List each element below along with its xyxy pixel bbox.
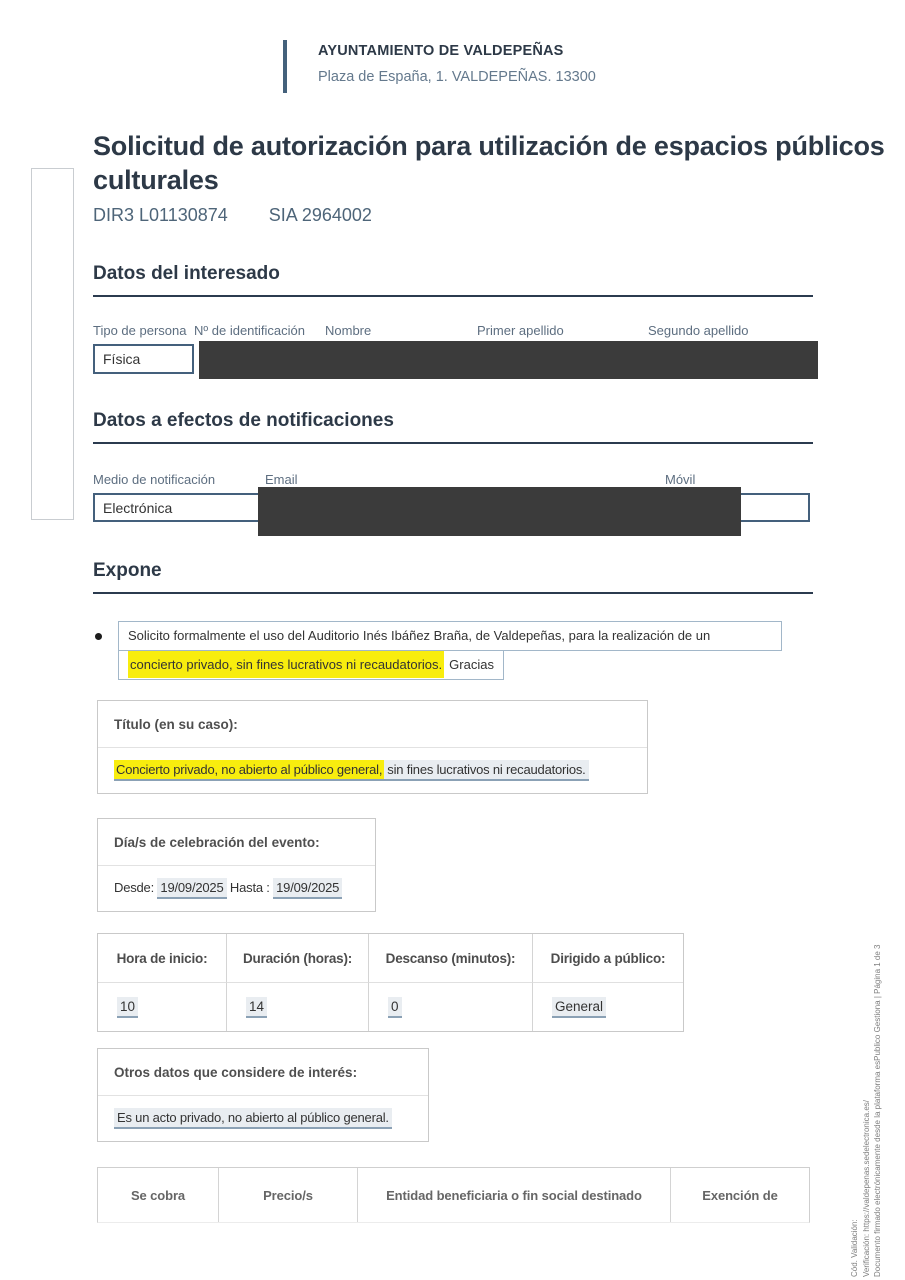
dias-value — [98, 866, 375, 911]
desde-value: 19/09/2025 — [157, 878, 226, 899]
section-notificaciones — [93, 410, 813, 444]
redaction-block-contact — [258, 487, 741, 536]
statement-tail: Gracias — [449, 657, 494, 672]
dias-label: Día/s de celebración del evento: — [98, 819, 375, 866]
hasta-label: Hasta : — [229, 880, 270, 895]
label-movil: Móvil — [665, 472, 696, 487]
statement-highlight: concierto privado, sin fines lucrativos ni recaudatorios. — [128, 651, 444, 678]
section-heading-interesado: Datos del interesado — [93, 263, 280, 284]
cobro-table — [97, 1167, 810, 1223]
section-rule — [93, 295, 813, 297]
section-heading-expone: Expone — [93, 560, 162, 581]
header-logo-block — [283, 40, 596, 93]
side-vertical-text — [849, 945, 884, 1278]
side-text-line-1: Cód. Validación: — [850, 1219, 859, 1277]
cobro-header-precio: Precio/s — [219, 1168, 358, 1222]
input-tipo-persona[interactable]: Física — [93, 344, 194, 374]
sia-code: SIA 2964002 — [268, 205, 372, 225]
schedule-value-hora-text: 10 — [117, 997, 138, 1018]
document-codes — [93, 205, 372, 226]
otros-value-text: Es un acto privado, no abierto al público general. — [114, 1108, 392, 1129]
org-name: AYUNTAMIENTO DE VALDEPEÑAS — [318, 43, 564, 59]
otros-value — [98, 1096, 428, 1141]
statement-line-2 — [118, 650, 504, 680]
label-nombre: Nombre — [325, 323, 372, 338]
schedule-header-descanso: Descanso (minutos): — [369, 934, 533, 983]
statement-line-1: Solicito formalmente el uso del Auditorio Inés Ibáñez Braña, de Valdepeñas, para la realización de un — [118, 621, 782, 651]
section-rule — [93, 442, 813, 444]
side-text-line-3: Documento firmado electrónicamente desde la plataforma esPublico Gestiona | Página 1 de 3 — [873, 944, 882, 1277]
otros-panel — [97, 1048, 429, 1142]
section-rule — [93, 592, 813, 594]
redaction-block-identity — [199, 341, 818, 379]
schedule-header-hora: Hora de inicio: — [98, 934, 227, 983]
schedule-value-descanso — [369, 983, 533, 1031]
section-interesado — [93, 263, 813, 297]
schedule-header-duracion: Duración (horas): — [227, 934, 369, 983]
org-address: Plaza de España, 1. VALDEPEÑAS. 13300 — [318, 69, 596, 85]
cobro-header-exencion: Exención de — [702, 1187, 778, 1203]
hasta-value: 19/09/2025 — [273, 878, 342, 899]
titulo-panel — [97, 700, 648, 794]
schedule-table — [97, 933, 684, 1032]
label-segundo-apellido: Segundo apellido — [648, 323, 749, 338]
titulo-label: Título (en su caso): — [98, 701, 647, 748]
schedule-value-duracion — [227, 983, 369, 1031]
dir3-code: DIR3 L01130874 — [93, 205, 228, 225]
dias-panel — [97, 818, 376, 912]
schedule-value-hora — [98, 983, 227, 1031]
label-identificacion: Nº de identificación — [194, 323, 305, 338]
input-medio-notificacion[interactable]: Electrónica — [93, 493, 810, 522]
section-heading-notificaciones: Datos a efectos de notificaciones — [93, 410, 394, 431]
schedule-header-publico: Dirigido a público: — [533, 934, 683, 983]
cobro-header-entidad: Entidad beneficiaria o fin social destinado — [358, 1168, 671, 1222]
schedule-value-descanso-text: 0 — [388, 997, 402, 1018]
otros-label: Otros datos que considere de interés: — [98, 1049, 428, 1096]
label-tipo-persona: Tipo de persona — [93, 323, 187, 338]
validation-placeholder-box — [31, 168, 74, 520]
section-expone — [93, 560, 813, 594]
bullet-icon — [95, 633, 102, 640]
titulo-value — [98, 748, 647, 793]
cobro-header-se-cobra: Se cobra — [98, 1168, 219, 1222]
titulo-value-rest: sin fines lucrativos ni recaudatorios. — [384, 760, 588, 781]
label-email: Email — [265, 472, 298, 487]
titulo-value-highlight: Concierto privado, no abierto al público general, — [114, 760, 384, 781]
schedule-value-duracion-text: 14 — [246, 997, 267, 1018]
label-medio-notificacion: Medio de notificación — [93, 472, 216, 487]
desde-label: Desde: — [114, 880, 154, 895]
schedule-value-publico — [533, 983, 683, 1031]
page-title: Solicitud de autorización para utilización de espacios públicos culturales — [93, 131, 885, 195]
side-text-line-2: Verificación: https://valdepenas.sedelectronica.es/ — [861, 1100, 871, 1277]
label-primer-apellido: Primer apellido — [477, 323, 564, 338]
schedule-value-publico-text: General — [552, 997, 606, 1018]
